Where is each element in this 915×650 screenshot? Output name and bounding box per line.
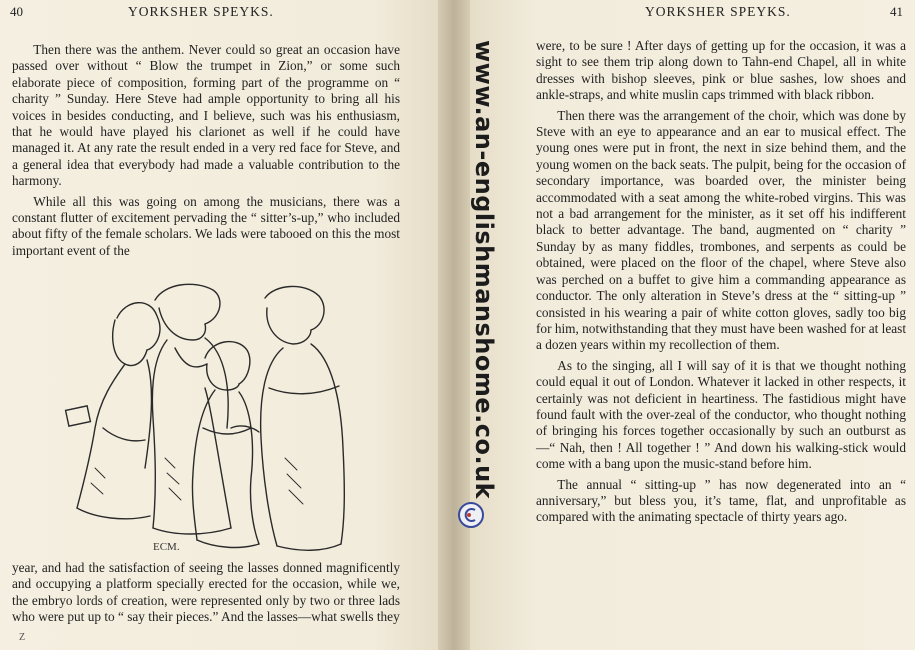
page-number-left: 40 — [10, 4, 23, 19]
paragraph: While all this was going on among the musicians, there was a constant flutter of excitement pervading the “ sitter’s-up,” who included about fifty of the female scholars. We lads were tabooed on this the most important event of the — [12, 193, 400, 258]
paragraph: The annual “ sitting-up ” has now degenerated into an “ anniversary,” but bless you, it’s tame, flat, and unprofitable as compared with the animating spectacle of thirty years ago. — [536, 476, 906, 525]
book-gutter — [438, 0, 470, 650]
illustration-signature: ECM. — [153, 541, 180, 553]
watermark — [470, 40, 504, 500]
paragraph: were, to be sure ! After days of getting up for the occasion, it was a sight to see them trip along down to Tahn-end Chapel, all in white dresses with bishop sleeves, pink or blue sashes, low shoes and ankle-straps, and white muslin caps trimmed with black ribbon. — [536, 38, 906, 103]
watermark-text: www.an-englishmanshome.co.uk — [470, 40, 498, 500]
copyright-circle-icon — [456, 500, 486, 530]
left-text-top — [12, 42, 400, 259]
running-head-left: YORKSHER SPEYKS. — [128, 4, 274, 19]
left-text-bottom — [12, 560, 400, 626]
margin-mark: Z — [19, 632, 26, 643]
page-number-right: 41 — [890, 4, 903, 19]
right-page — [470, 0, 915, 650]
paragraph: year, and had the satisfaction of seeing the lasses donned magnificently and occupying a platform specially erected for the occasion, while we, the embryo lords of creation, were represented only by two or three lads who were put up to “ say their pieces.” And the lasses—what swells they — [12, 560, 400, 625]
paragraph: Then there was the anthem. Never could so great an occasion have passed over without “ Blow the trumpet in Zion,” or some such elaborate piece of composition, forming part of the programme on “ charity ” Sunday. Here Steve had ample opportunity to bring all his voices in besides conducting, and I believe, such was his enthusiasm, that he would have played his clarionet as well if he could have managed it. At any rate the result ended in a very red face for Steve, and a general idea that everybody had made a valuable contribution to the harmony. — [12, 42, 400, 189]
left-page — [0, 0, 438, 650]
paragraph: Then there was the arrangement of the choir, which was done by Steve with an eye to appearance and an ear to musical effect. The young ones were put in front, the next in size behind them, and the young women on the back seats. The pulpit, being for the occasion of secondary importance, was boarded over, the minister being accommodated with a seat among the white-robed virgins. This was not a bad arrangement for the minister, as it set off his indifferent black to better advantage. The band, augmented on “ charity ” Sunday by as many fiddles, trombones, and serpents as could be obtained, were placed on the floor of the chapel, where Steve also was perched on a buffet to give him a commanding appearance as conductor. The only alteration in Steve’s dress at the “ sitting-up ” consisted in his wearing a pair of white cotton gloves, sadly too big for him, notwithstanding that they must have been washed for at least a dozen years within my recollection of them. — [536, 107, 907, 353]
girls-illustration — [55, 278, 355, 556]
paragraph: As to the singing, all I will say of it is that we thought nothing could equal it out of London. Whatever it lacked in other respects, it certainly was not deficient in heartiness. The fastidious might have found fault with the over-zeal of the conductor, who thought nothing of bringing his forces together occasionally by such an outburst as—“ Nah, then ! All together ! ” And down his walking-stick would come with a bang upon the music-stand before him. — [536, 357, 906, 472]
running-head-right: YORKSHER SPEYKS. — [645, 4, 791, 19]
right-text — [536, 38, 906, 526]
